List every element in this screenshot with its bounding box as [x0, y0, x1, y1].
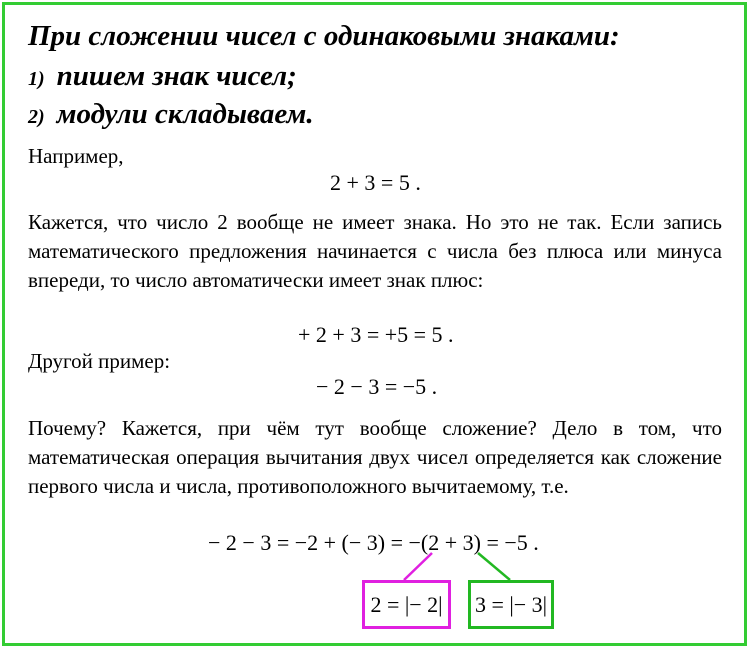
green-connector: [478, 553, 510, 580]
formula-example2: − 2 − 3 = −5 .: [316, 374, 438, 399]
rule-item-2-text: модули складываем.: [56, 98, 314, 130]
example2-intro: Другой пример:: [28, 349, 171, 373]
formula-2: + 2 + 3 = +5 = 5 .: [298, 322, 454, 347]
right-box: [468, 580, 554, 629]
right-box-text: 3 = |− 3|: [474, 591, 548, 617]
paragraph-1: Кажется, что число 2 вообще не имеет знака. Но это не так. Если запись математического предложения начинается с числа без плюса или минуса впереди, то число автоматически имеет знак плюс:: [28, 210, 722, 292]
magenta-connector: [404, 553, 432, 580]
rule-item-1-text: пишем знак чисел;: [56, 60, 297, 92]
left-box: [362, 580, 451, 629]
example1-intro: Например,: [28, 144, 124, 168]
formula-3: − 2 − 3 = −2 + (− 3) = −(2 + 3) = −5 .: [208, 530, 539, 555]
paragraph-2: Почему? Кажется, при чём тут вообще сложение? Дело в том, что математическая операция вычитания двух чисел определяется как сложение первого числа и числа, противоположного вычитаемому, т.е.: [28, 416, 722, 498]
rule-item-1-number: 1): [28, 68, 45, 90]
rule-heading: При сложении чисел с одинаковыми знаками:: [28, 20, 620, 52]
left-box-text: 2 = |− 2|: [370, 591, 443, 617]
formula-1: 2 + 3 = 5 .: [330, 170, 421, 195]
rule-item-2-number: 2): [28, 106, 45, 128]
